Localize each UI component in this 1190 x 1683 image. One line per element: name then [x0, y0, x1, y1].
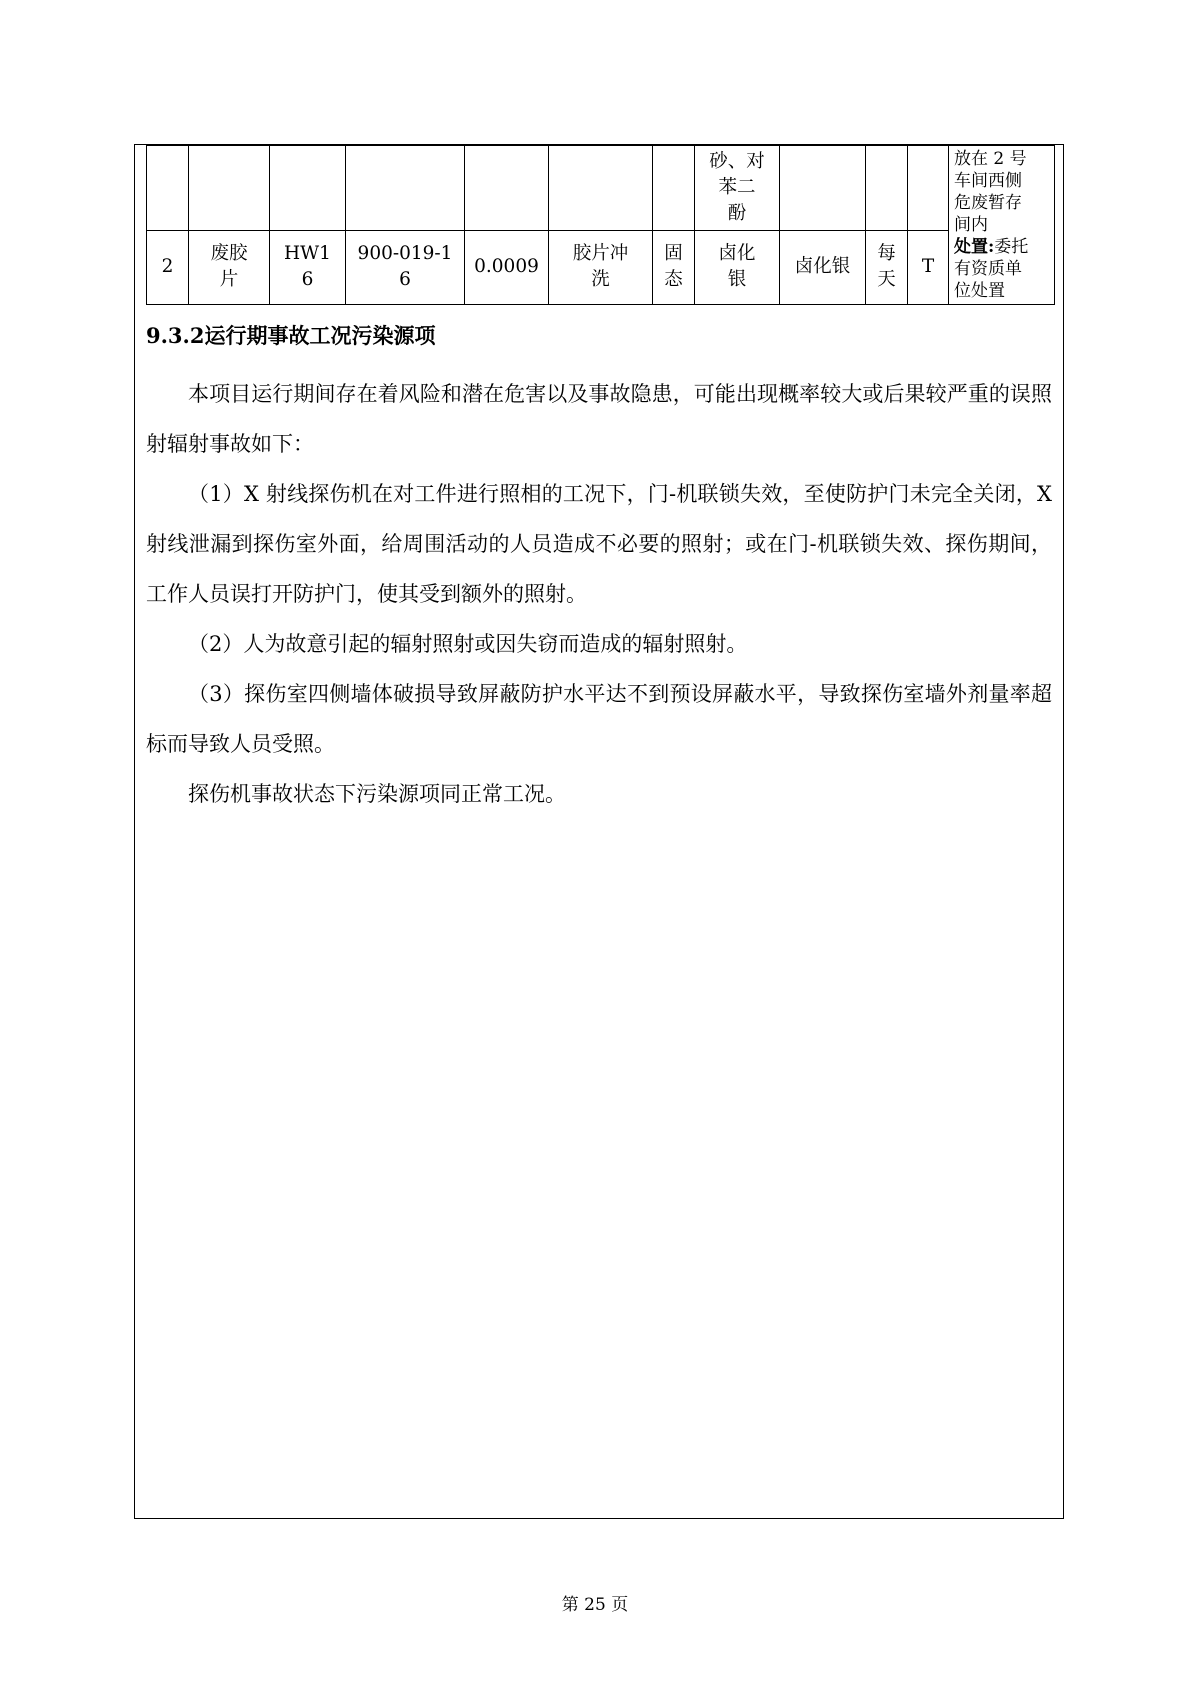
text-line: 苯二 [718, 176, 756, 198]
text-line: 酚 [727, 202, 747, 224]
paragraph: （1）X 射线探伤机在对工件进行照相的工况下，门-机联锁失效，至使防护门未完全关闭，X 射线泄漏到探伤室外面，给周围活动的人员造成不必要的照射；或在门-机联锁失效、探伤期间，工作人员误打开防护门，使其受到额外的照射。 [146, 482, 1052, 606]
text-fragment: 委托 [994, 237, 1029, 257]
cell-empty [653, 146, 695, 231]
cell-empty [270, 146, 346, 231]
cell-index: 2 [147, 230, 189, 304]
text-line: 位处置 [954, 281, 1005, 301]
text-line: HW1 [284, 243, 331, 265]
cell-disposal [949, 146, 1055, 305]
text-line: 片 [219, 269, 239, 291]
cell-empty [189, 146, 270, 231]
section-heading: 9.3.2运行期事故工况污染源项 [146, 323, 436, 348]
cell-empty [147, 146, 189, 231]
cell-empty [866, 146, 908, 231]
paragraph: 探伤机事故状态下污染源项同正常工况。 [188, 782, 566, 806]
text-line: 卤化 [718, 243, 756, 265]
cell-empty [780, 146, 866, 231]
text-line: 每 [877, 243, 896, 265]
text-line: 车间西侧 [954, 171, 1022, 191]
cell-empty [549, 146, 653, 231]
cell-property: T [908, 230, 949, 304]
table-row [147, 230, 1055, 304]
page-number: 第 25 页 [561, 1595, 629, 1615]
cell-process [549, 230, 653, 304]
table-row-continued [147, 146, 1055, 231]
cell-form [653, 230, 695, 304]
text-line: 危废暂存 [954, 193, 1022, 213]
text-line: 放在 2 号 [954, 149, 1027, 169]
text-line: 洗 [591, 269, 610, 291]
text-line: 间内 [954, 215, 988, 235]
cell-empty [465, 146, 549, 231]
paragraph: （2）人为故意引起的辐射照射或因失窃而造成的辐射照射。 [188, 632, 748, 656]
cell-waste-code [346, 230, 465, 304]
paragraph: （3）探伤室四侧墙体破损导致屏蔽防护水平达不到预设屏蔽水平，导致探伤室墙外剂量率超标而导致人员受照。 [146, 682, 1052, 756]
cell-empty [346, 146, 465, 231]
text-line: 态 [664, 269, 683, 291]
text-line: 银 [727, 269, 747, 291]
text-line: 废胶 [210, 243, 248, 265]
cell-component [695, 230, 780, 304]
text-line: 砂、对 [709, 150, 765, 172]
text-line: 胶片冲 [572, 243, 629, 265]
cell-waste-category [270, 230, 346, 304]
cell-component-continued [695, 146, 780, 231]
text-line: 天 [877, 269, 896, 291]
text-line: 6 [301, 269, 314, 291]
cell-hazard: 卤化银 [780, 230, 866, 304]
hazardous-waste-table [146, 145, 1055, 305]
paragraph: 本项目运行期间存在着风险和潜在危害以及事故隐患，可能出现概率较大或后果较严重的误照射辐射事故如下： [146, 382, 1052, 456]
text-line: 6 [399, 269, 411, 291]
text-line: 有资质单 [954, 259, 1022, 279]
text-line [954, 236, 1049, 258]
text-line: 900-019-1 [357, 243, 453, 265]
cell-empty [908, 146, 949, 231]
cell-cycle [866, 230, 908, 304]
disposal-label: 处置: [954, 237, 995, 257]
cell-waste-name [189, 230, 270, 304]
text-line: 固 [664, 243, 683, 265]
cell-amount: 0.0009 [465, 230, 549, 304]
